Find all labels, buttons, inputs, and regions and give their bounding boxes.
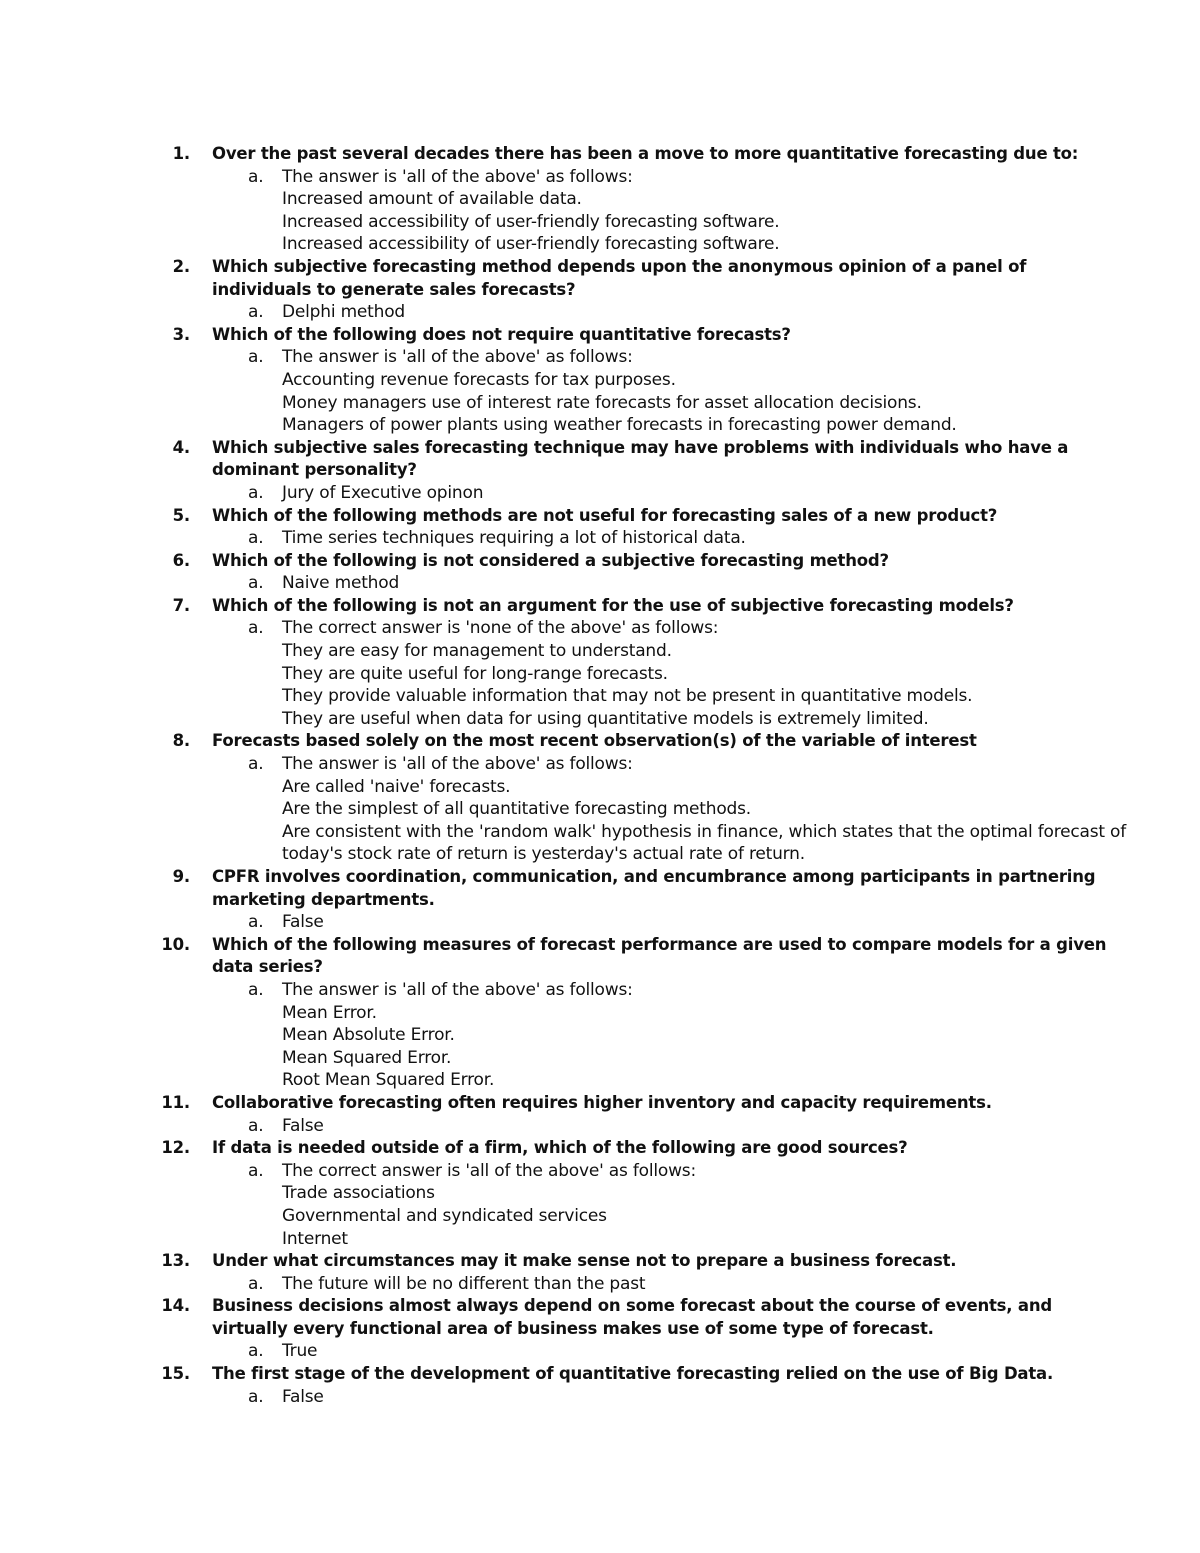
question-text: Which of the following is not an argument for the use of subjective forecasting models? bbox=[212, 595, 1014, 615]
answer-marker: a. bbox=[248, 166, 264, 187]
question-text: The first stage of the development of quantitative forecasting relied on the use of Big Data. bbox=[212, 1364, 1054, 1384]
answer-detail: They are useful when data for using quantitative models is extremely limited. bbox=[282, 708, 929, 729]
answer-text: The answer is 'all of the above' as follows: bbox=[282, 166, 633, 187]
answer-marker: a. bbox=[248, 1273, 264, 1294]
question-1 bbox=[0, 143, 1200, 166]
answer-detail: Mean Squared Error. bbox=[282, 1047, 452, 1068]
question-11 bbox=[0, 1092, 1200, 1115]
answer-marker: a. bbox=[248, 1160, 264, 1181]
question-number: 12. bbox=[161, 1138, 190, 1158]
question-12 bbox=[0, 1137, 1200, 1160]
answer-text: The future will be no different than the past bbox=[282, 1273, 646, 1294]
question-text: Over the past several decades there has been a move to more quantitative forecasting due to: bbox=[212, 144, 1079, 163]
answer-line bbox=[0, 572, 1200, 595]
answer-line bbox=[0, 1386, 1200, 1409]
question-number: 8. bbox=[172, 731, 190, 751]
answer-line bbox=[0, 166, 1200, 189]
question-13 bbox=[0, 1250, 1200, 1273]
answer-line bbox=[0, 753, 1200, 776]
answer-detail: Accounting revenue forecasts for tax purposes. bbox=[282, 369, 676, 390]
answer-detail: They are quite useful for long-range forecasts. bbox=[282, 663, 668, 684]
question-number: 5. bbox=[172, 505, 190, 525]
answer-detail: Mean Absolute Error. bbox=[282, 1025, 455, 1046]
answer-text: Naive method bbox=[282, 573, 400, 594]
answer-text: False bbox=[282, 912, 324, 933]
answer-text: Jury of Executive opinon bbox=[282, 482, 484, 503]
answer-detail: Internet bbox=[282, 1228, 348, 1249]
answer-line bbox=[0, 1115, 1200, 1138]
answer-marker: a. bbox=[248, 912, 264, 933]
question-text: Which of the following measures of forecast performance are used to compare models for a given data series? bbox=[212, 934, 1107, 977]
answer-marker: a. bbox=[248, 754, 264, 775]
answer-detail: Trade associations bbox=[282, 1183, 435, 1204]
answer-marker: a. bbox=[248, 302, 264, 323]
answer-detail: They are easy for management to understand. bbox=[282, 641, 672, 662]
question-number: 14. bbox=[161, 1296, 190, 1316]
question-text: If data is needed outside of a firm, which of the following are good sources? bbox=[212, 1138, 908, 1158]
question-7 bbox=[0, 595, 1200, 618]
answer-marker: a. bbox=[248, 1341, 264, 1362]
answer-text: The correct answer is 'none of the above' as follows: bbox=[282, 618, 719, 639]
question-10 bbox=[0, 934, 1200, 979]
answer-line bbox=[0, 1273, 1200, 1296]
document-page bbox=[0, 143, 1200, 1408]
question-number: 6. bbox=[172, 550, 190, 570]
answer-line bbox=[0, 527, 1200, 550]
answer-detail: Mean Error. bbox=[282, 1002, 377, 1023]
question-text: Which of the following does not require quantitative forecasts? bbox=[212, 324, 791, 344]
answer-detail: Increased amount of available data. bbox=[282, 189, 582, 210]
question-number: 1. bbox=[172, 144, 190, 163]
answer-line bbox=[0, 1160, 1200, 1183]
answer-detail: Managers of power plants using weather forecasts in forecasting power demand. bbox=[282, 415, 957, 436]
answer-detail: Root Mean Squared Error. bbox=[282, 1070, 495, 1091]
question-number: 13. bbox=[161, 1251, 190, 1271]
question-6 bbox=[0, 550, 1200, 573]
question-4 bbox=[0, 437, 1200, 482]
question-number: 9. bbox=[172, 867, 190, 886]
question-9 bbox=[0, 866, 1200, 911]
answer-marker: a. bbox=[248, 618, 264, 639]
answer-marker: a. bbox=[248, 1115, 264, 1136]
answer-line bbox=[0, 979, 1200, 1002]
answer-line bbox=[0, 617, 1200, 640]
question-text: Which of the following methods are not useful for forecasting sales of a new product? bbox=[212, 505, 998, 525]
question-number: 15. bbox=[161, 1364, 190, 1384]
question-text: Collaborative forecasting often requires higher inventory and capacity requirements. bbox=[212, 1092, 992, 1112]
answer-detail: Money managers use of interest rate forecasts for asset allocation decisions. bbox=[282, 392, 922, 413]
question-number: 11. bbox=[161, 1092, 190, 1112]
question-text: Which of the following is not considered a subjective forecasting method? bbox=[212, 550, 889, 570]
question-number: 7. bbox=[172, 595, 190, 615]
question-5 bbox=[0, 505, 1200, 528]
answer-marker: a. bbox=[248, 347, 264, 368]
answer-detail: Are the simplest of all quantitative forecasting methods. bbox=[282, 799, 751, 820]
answer-text: The correct answer is 'all of the above' as follows: bbox=[282, 1160, 696, 1181]
question-number: 3. bbox=[172, 324, 190, 344]
answer-detail: Increased accessibility of user-friendly forecasting software. bbox=[282, 211, 780, 232]
answer-detail: Governmental and syndicated services bbox=[282, 1205, 607, 1226]
answer-line bbox=[0, 346, 1200, 369]
question-text: CPFR involves coordination, communication, and encumbrance among participants in partnering marketing departments. bbox=[212, 867, 1096, 909]
question-2 bbox=[0, 256, 1200, 301]
answer-line bbox=[0, 911, 1200, 934]
answer-text: Delphi method bbox=[282, 302, 406, 323]
question-14 bbox=[0, 1295, 1200, 1340]
answer-marker: a. bbox=[248, 573, 264, 594]
answer-line bbox=[0, 301, 1200, 324]
answer-marker: a. bbox=[248, 979, 264, 1000]
answer-text: True bbox=[282, 1341, 318, 1362]
answer-text: The answer is 'all of the above' as follows: bbox=[282, 347, 633, 368]
question-text: Which subjective sales forecasting technique may have problems with individuals who have a dominant personality? bbox=[212, 437, 1069, 480]
answer-marker: a. bbox=[248, 482, 264, 503]
answer-text: False bbox=[282, 1386, 324, 1407]
question-text: Under what circumstances may it make sense not to prepare a business forecast. bbox=[212, 1251, 957, 1271]
answer-text: The answer is 'all of the above' as follows: bbox=[282, 979, 633, 1000]
question-number: 2. bbox=[172, 256, 190, 276]
answer-marker: a. bbox=[248, 528, 264, 549]
answer-text: Time series techniques requiring a lot of historical data. bbox=[282, 528, 746, 549]
question-text: Business decisions almost always depend on some forecast about the course of events, and virtually every functional area of business makes use of some type of forecast. bbox=[212, 1296, 1053, 1338]
answer-detail: They provide valuable information that may not be present in quantitative models. bbox=[282, 686, 973, 707]
answer-line bbox=[0, 1340, 1200, 1363]
answer-text: The answer is 'all of the above' as follows: bbox=[282, 754, 633, 775]
answer-detail: Are called 'naive' forecasts. bbox=[282, 776, 511, 797]
question-3 bbox=[0, 324, 1200, 347]
question-number: 4. bbox=[172, 437, 190, 457]
answer-marker: a. bbox=[248, 1386, 264, 1407]
question-number: 10. bbox=[161, 934, 190, 954]
question-text: Forecasts based solely on the most recent observation(s) of the variable of interest bbox=[212, 731, 977, 751]
answer-text: False bbox=[282, 1115, 324, 1136]
question-8 bbox=[0, 730, 1200, 753]
answer-detail: Are consistent with the 'random walk' hypothesis in finance, which states that the optimal forecast of today's stock rate of return is yesterday's actual rate of return. bbox=[282, 821, 1127, 865]
answer-line bbox=[0, 482, 1200, 505]
question-text: Which subjective forecasting method depends upon the anonymous opinion of a panel of individuals to generate sales forecasts? bbox=[212, 256, 1027, 299]
answer-detail: Increased accessibility of user-friendly forecasting software. bbox=[282, 234, 780, 255]
question-15 bbox=[0, 1363, 1200, 1386]
